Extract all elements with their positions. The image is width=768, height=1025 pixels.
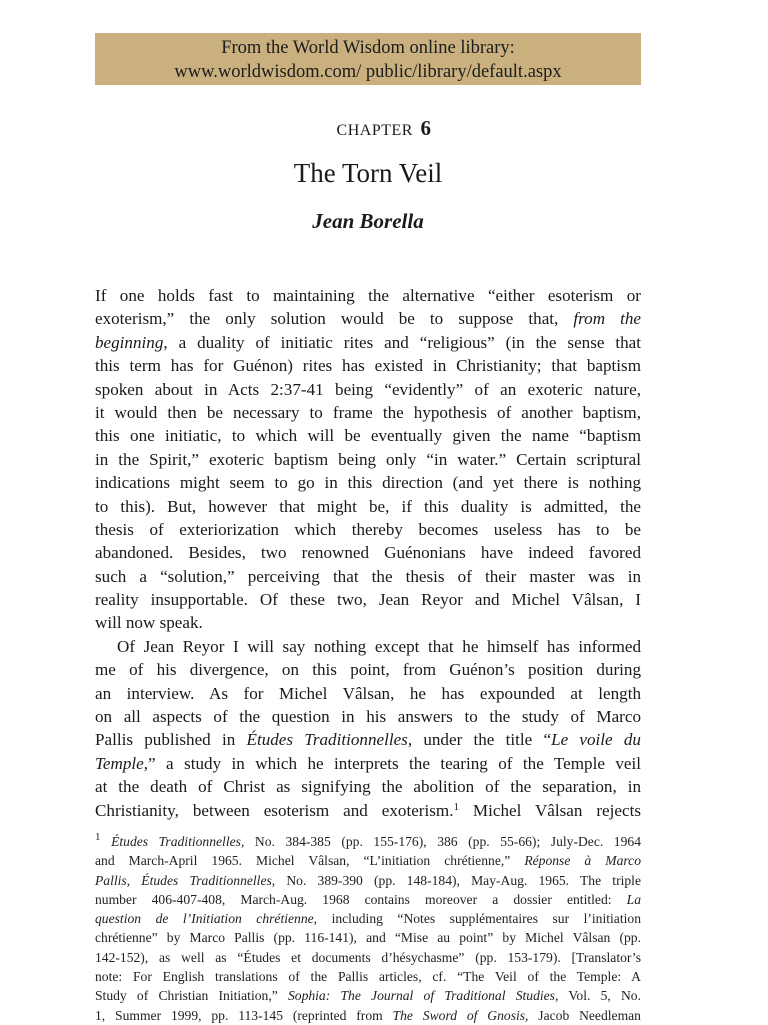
- body-line: [95, 471, 641, 494]
- body-line: [95, 518, 641, 541]
- text-segment: to this). But, however that might be, if this duality is admitted, the: [95, 496, 641, 516]
- text-segment: this one initiatic, to which will be eventually given the name “baptism: [95, 426, 641, 446]
- body-line: [95, 588, 641, 611]
- text-segment: number 406-407-408, March-Aug. 1968 contains moreover a dossier entitled:: [95, 891, 627, 907]
- footnote-line: [95, 986, 641, 1005]
- body-line: [95, 307, 641, 330]
- italic-text: from the: [573, 309, 641, 329]
- text-segment: exoterism,” the only solution would be to suppose that,: [95, 309, 574, 329]
- chapter-author: Jean Borella: [312, 209, 424, 233]
- text-segment: abandoned. Besides, two renowned Guénonians have indeed favored: [95, 543, 641, 563]
- text-segment: note: For English translations of the Pallis articles, cf. “The Veil of the Temple: A: [95, 969, 641, 985]
- body-line: [95, 799, 641, 822]
- footnote-line: [95, 909, 641, 928]
- text-segment: ,” a study in which he interprets the tearing of the Temple veil: [143, 753, 641, 773]
- italic-text: Le voile du: [551, 730, 641, 750]
- footnote-line: [95, 871, 641, 890]
- body-line: [95, 775, 641, 798]
- text-segment: 142-152), as well as “Études et documents d’hésychasme” (pp. 153-179). [Translator’s: [95, 949, 641, 965]
- body-line: [95, 611, 641, 634]
- body-line: [95, 354, 641, 377]
- chapter-label: [0, 116, 768, 141]
- footnote-line: [95, 928, 641, 947]
- text-segment: , including “Notes supplémentaires sur l’initiation: [313, 911, 641, 927]
- text-segment: , No. 384-385 (pp. 155-176), 386 (pp. 55-66); July-Dec. 1964: [240, 834, 641, 849]
- text-segment: 1, Summer 1999, pp. 113-145 (reprinted from: [95, 1007, 393, 1023]
- chapter-word: CHAPTER: [336, 122, 413, 139]
- text-segment: [101, 834, 112, 849]
- text-segment: this term has for Guénon) rites has existed in Christianity; that baptism: [95, 356, 641, 376]
- text-segment: such a “solution,” perceiving that the thesis of their master was in: [95, 566, 641, 586]
- italic-text: Sophia: The Journal of Traditional Studies,: [287, 988, 559, 1004]
- footnote-line: [95, 832, 641, 851]
- chapter-number: 6: [420, 116, 432, 140]
- body-line: [95, 705, 641, 728]
- text-segment: me of his divergence, on this point, from Guénon’s position during: [95, 660, 641, 680]
- text-segment: Jacob Needleman: [528, 1007, 641, 1023]
- body-line: [95, 752, 641, 775]
- text-segment: chrétienne” by Marco Pallis (pp. 116-141), and “Mise au point” by Michel Vâlsan (pp.: [95, 930, 641, 946]
- banner-line-2: www.worldwisdom.com/ public/library/default.aspx: [174, 62, 562, 82]
- text-segment: If one holds fast to maintaining the alternative “either esoterism or: [95, 286, 641, 305]
- text-segment: Pallis published in: [95, 730, 247, 750]
- text-segment: on all aspects of the question in his answers to the study of Marco: [95, 707, 641, 727]
- footnote: [95, 832, 641, 1025]
- footnote-line: [95, 948, 641, 967]
- body-line: [95, 495, 641, 518]
- footnote-line: [95, 967, 641, 986]
- library-banner: [95, 33, 641, 85]
- text-segment: reality insupportable. Of these two, Jean Reyor and Michel Vâlsan, I: [95, 590, 641, 610]
- italic-text: Études Traditionnelles: [246, 730, 408, 750]
- footnote-line: [95, 1006, 641, 1025]
- text-segment: in the Spirit,” exoteric baptism being only “in water.” Certain scriptural: [95, 449, 641, 469]
- text-segment: at the death of Christ as signifying the abolition of the separation, in: [95, 777, 641, 797]
- text-segment: , under the title “: [407, 730, 552, 750]
- italic-text: Études Traditionnelles: [111, 834, 241, 849]
- text-segment: Vol. 5, No.: [558, 988, 641, 1004]
- text-segment: it would then be necessary to frame the hypothesis of another baptism,: [95, 402, 641, 422]
- italic-text: La: [626, 891, 641, 907]
- text-segment: ,: [126, 872, 142, 888]
- text-segment: Christianity, between esoterism and exoterism.: [95, 800, 454, 820]
- body-line: [95, 284, 641, 307]
- body-line: [95, 401, 641, 424]
- footnote-line: [95, 890, 641, 909]
- italic-text: Études Traditionnelles,: [141, 872, 276, 888]
- text-segment: thesis of exteriorization which thereby becomes useless has to be: [95, 519, 641, 539]
- italic-text: Pallis: [95, 872, 127, 888]
- body-line: [95, 378, 641, 401]
- body-line: [95, 424, 641, 447]
- text-segment: Michel Vâlsan rejects: [458, 800, 641, 820]
- italic-text: The Sword of Gnosis,: [392, 1007, 529, 1023]
- body-line: [95, 635, 641, 658]
- body-line: [95, 682, 641, 705]
- body-line: [95, 728, 641, 751]
- body-line: [95, 331, 641, 354]
- body-text: [95, 284, 641, 822]
- text-segment: will now speak.: [95, 613, 203, 633]
- text-segment: spoken about in Acts 2:37-41 being “evidently” of an exoteric nature,: [95, 379, 641, 399]
- banner-line-1: From the World Wisdom online library:: [221, 38, 515, 58]
- italic-text: Temple: [95, 753, 144, 773]
- text-segment: and March-April 1965. Michel Vâlsan, “L’initiation chrétienne,”: [95, 853, 525, 869]
- body-line: [95, 448, 641, 471]
- footnote-line: [95, 851, 641, 870]
- italic-text: Réponse à Marco: [524, 853, 641, 869]
- text-segment: an interview. As for Michel Vâlsan, he has expounded at length: [95, 683, 641, 703]
- body-line: [95, 541, 641, 564]
- text-segment: Of Jean Reyor I will say nothing except that he himself has informed: [117, 636, 641, 656]
- text-segment: No. 389-390 (pp. 148-184), May-Aug. 1965. The triple: [275, 872, 641, 888]
- text-segment: Study of Christian Initiation,”: [95, 988, 288, 1004]
- text-segment: , a duality of initiatic rites and “religious” (in the sense that: [163, 332, 641, 352]
- text-segment: indications might seem to go in this direction (and yet there is nothing: [95, 473, 641, 493]
- chapter-title: The Torn Veil: [293, 158, 443, 188]
- footnote-marker: 1: [95, 831, 101, 843]
- italic-text: question de l’Initiation chrétienne: [95, 911, 314, 927]
- body-line: [95, 565, 641, 588]
- italic-text: beginning: [95, 332, 164, 352]
- footnote-marker: 1: [453, 800, 459, 813]
- body-line: [95, 658, 641, 681]
